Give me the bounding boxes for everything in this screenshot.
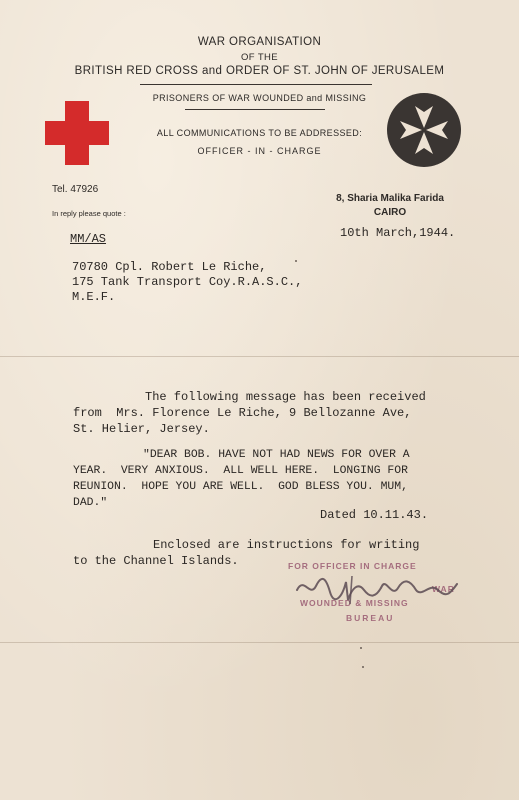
reference-code: MM/AS xyxy=(70,232,107,246)
letterhead-communications: ALL COMMUNICATIONS TO BE ADDRESSED: xyxy=(156,128,363,138)
stamp-line: WOUNDED & MISSING xyxy=(300,598,409,608)
telephone-number: Tel. 47926 xyxy=(52,184,99,195)
red-cross-icon xyxy=(45,101,109,165)
body-line: The following message has been received xyxy=(145,390,426,404)
letterhead-organisation: BRITISH RED CROSS and ORDER OF ST. JOHN OF JERUSALEM xyxy=(74,65,445,77)
address-street: 8, Sharia Malika Farida xyxy=(336,193,444,204)
stamp-line: FOR OFFICER IN CHARGE xyxy=(288,561,417,571)
stamp-line: BUREAU xyxy=(346,613,395,623)
dated-line: Dated 10.11.43. xyxy=(320,508,429,522)
paper-mark xyxy=(362,666,364,668)
maltese-cross-icon xyxy=(386,92,462,168)
recipient-line: M.E.F. xyxy=(72,290,116,304)
letterhead-rule-mid xyxy=(185,109,325,110)
enclosure-line: to the Channel Islands. xyxy=(73,554,239,568)
signature xyxy=(292,568,462,608)
body-line: St. Helier, Jersey. xyxy=(73,422,210,436)
letterhead-of-the: OF THE xyxy=(240,52,279,63)
stamp-line: WAR xyxy=(432,584,455,594)
letterhead-department: PRISONERS OF WAR WOUNDED and MISSING xyxy=(152,93,367,103)
recipient-line: 70780 Cpl. Robert Le Riche, xyxy=(72,260,267,274)
fold-line-upper xyxy=(0,356,519,357)
letter-date: 10th March,1944. xyxy=(340,226,456,240)
body-line: from Mrs. Florence Le Riche, 9 Bellozanne Ave, xyxy=(73,406,412,420)
message-line: REUNION. HOPE YOU ARE WELL. GOD BLESS YOU. MUM, xyxy=(73,481,408,493)
reply-quote-label: In reply please quote : xyxy=(52,209,126,218)
letterhead-title: WAR ORGANISATION xyxy=(197,36,322,48)
message-line: "DEAR BOB. HAVE NOT HAD NEWS FOR OVER A xyxy=(143,449,410,461)
paper-mark xyxy=(360,647,362,649)
enclosure-line: Enclosed are instructions for writing xyxy=(153,538,420,552)
address-city: CAIRO xyxy=(373,207,407,218)
letterhead-officer: OFFICER - IN - CHARGE xyxy=(197,146,322,156)
message-line: YEAR. VERY ANXIOUS. ALL WELL HERE. LONGING FOR xyxy=(73,465,408,477)
recipient-line: 175 Tank Transport Coy.R.A.S.C., xyxy=(72,275,303,289)
letterhead-rule-top xyxy=(140,84,372,85)
fold-line-lower xyxy=(0,642,519,643)
paper-mark xyxy=(295,260,297,262)
message-line: DAD." xyxy=(73,497,108,509)
